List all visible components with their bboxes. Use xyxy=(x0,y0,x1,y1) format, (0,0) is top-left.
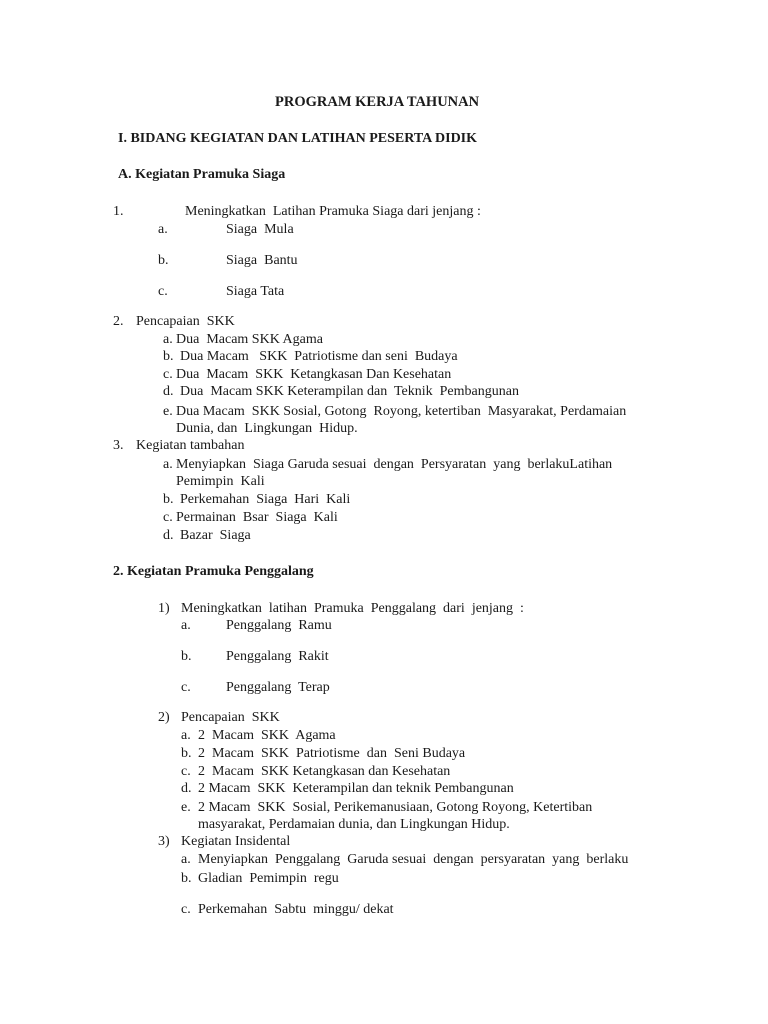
sub-item-text: Siaga Tata xyxy=(226,284,285,299)
sub-item-marker: c. xyxy=(163,510,173,525)
sub-item-marker: e. xyxy=(181,800,191,815)
sub-item-marker: b. xyxy=(181,871,192,886)
sub-item-marker: a. xyxy=(181,852,191,867)
sub-item-marker: c. xyxy=(181,764,191,779)
sub-item-marker: d. xyxy=(163,528,174,543)
sub-item-text: Perkemahan Siaga Hari Kali xyxy=(180,492,351,507)
sub-item-text: Dua Macam SKK Patriotisme dan seni Budaya xyxy=(180,349,458,364)
sub-item-text: Dua Macam SKK Keterampilan dan Teknik Pembangunan xyxy=(180,384,519,399)
list-number: 1) xyxy=(158,601,170,616)
sub-item-marker: a. xyxy=(158,222,168,237)
list-number: 3. xyxy=(113,438,124,453)
list-number: 1. xyxy=(113,204,124,219)
sub-item-text: 2 Macam SKK Keterampilan dan teknik Pembangunan xyxy=(198,781,514,796)
sub-item-text: Dua Macam SKK Agama xyxy=(176,332,323,347)
sub-item-text: Dua Macam SKK Ketangkasan Dan Kesehatan xyxy=(176,367,452,382)
sub-item-marker: d. xyxy=(163,384,174,399)
sub-item-marker: a. xyxy=(163,457,173,472)
list-item-text: Pencapaian SKK xyxy=(136,314,235,329)
sub-item-text: Dua Macam SKK Sosial, Gotong Royong, ketertiban Masyarakat, Perdamaian xyxy=(176,404,627,419)
sub-item-text-continued: Pemimpin Kali xyxy=(176,474,265,489)
list-item-text: Meningkatkan Latihan Pramuka Siaga dari jenjang : xyxy=(185,204,481,219)
sub-item-text: Siaga Bantu xyxy=(226,253,298,268)
sub-item-text: 2 Macam SKK Sosial, Perikemanusiaan, Gotong Royong, Ketertiban xyxy=(198,800,593,815)
sub-item-marker: a. xyxy=(181,728,191,743)
sub-item-marker: b. xyxy=(163,492,174,507)
sub-item-text: Perkemahan Sabtu minggu/ dekat xyxy=(198,902,394,917)
part-2-heading: 2. Kegiatan Pramuka Penggalang xyxy=(113,564,314,579)
sub-item-text-continued: masyarakat, Perdamaian dunia, dan Lingkungan Hidup. xyxy=(198,817,510,832)
list-item-text: Meningkatkan latihan Pramuka Penggalang dari jenjang : xyxy=(181,601,524,616)
sub-item-text: 2 Macam SKK Agama xyxy=(198,728,336,743)
sub-item-text: Menyiapkan Siaga Garuda sesuai dengan Persyaratan yang berlakuLatihan xyxy=(176,457,613,472)
sub-item-marker: d. xyxy=(181,781,192,796)
sub-item-marker: c. xyxy=(181,902,191,917)
section-heading: I. BIDANG KEGIATAN DAN LATIHAN PESERTA DIDIK xyxy=(118,131,478,146)
sub-item-marker: c. xyxy=(163,367,173,382)
page-title: PROGRAM KERJA TAHUNAN xyxy=(275,94,480,110)
sub-item-text: 2 Macam SKK Patriotisme dan Seni Budaya xyxy=(198,746,466,761)
list-number: 3) xyxy=(158,834,170,849)
sub-item-marker: b. xyxy=(158,253,169,268)
sub-item-marker: a. xyxy=(163,332,173,347)
sub-item-marker: c. xyxy=(181,680,191,695)
sub-item-text: Menyiapkan Penggalang Garuda sesuai dengan persyaratan yang berlaku xyxy=(198,852,629,867)
sub-item-text: 2 Macam SKK Ketangkasan dan Kesehatan xyxy=(198,764,451,779)
sub-item-marker: b. xyxy=(181,649,192,664)
sub-item-marker: b. xyxy=(163,349,174,364)
sub-item-text: Bazar Siaga xyxy=(180,528,251,543)
list-item-text: Pencapaian SKK xyxy=(181,710,280,725)
list-number: 2) xyxy=(158,710,170,725)
sub-item-text-continued: Dunia, dan Lingkungan Hidup. xyxy=(176,421,358,436)
sub-item-marker: c. xyxy=(158,284,168,299)
list-number: 2. xyxy=(113,314,124,329)
sub-item-text: Siaga Mula xyxy=(226,222,294,237)
sub-item-marker: e. xyxy=(163,404,173,419)
list-item-text: Kegiatan tambahan xyxy=(136,438,245,453)
list-item-text: Kegiatan Insidental xyxy=(181,834,291,849)
sub-item-text: Permainan Bsar Siaga Kali xyxy=(176,510,338,525)
sub-item-text: Gladian Pemimpin regu xyxy=(198,871,339,886)
part-a-heading: A. Kegiatan Pramuka Siaga xyxy=(118,167,286,182)
sub-item-text: Penggalang Terap xyxy=(226,680,330,695)
sub-item-text: Penggalang Rakit xyxy=(226,649,329,664)
sub-item-text: Penggalang Ramu xyxy=(226,618,332,633)
sub-item-marker: b. xyxy=(181,746,192,761)
sub-item-marker: a. xyxy=(181,618,191,633)
